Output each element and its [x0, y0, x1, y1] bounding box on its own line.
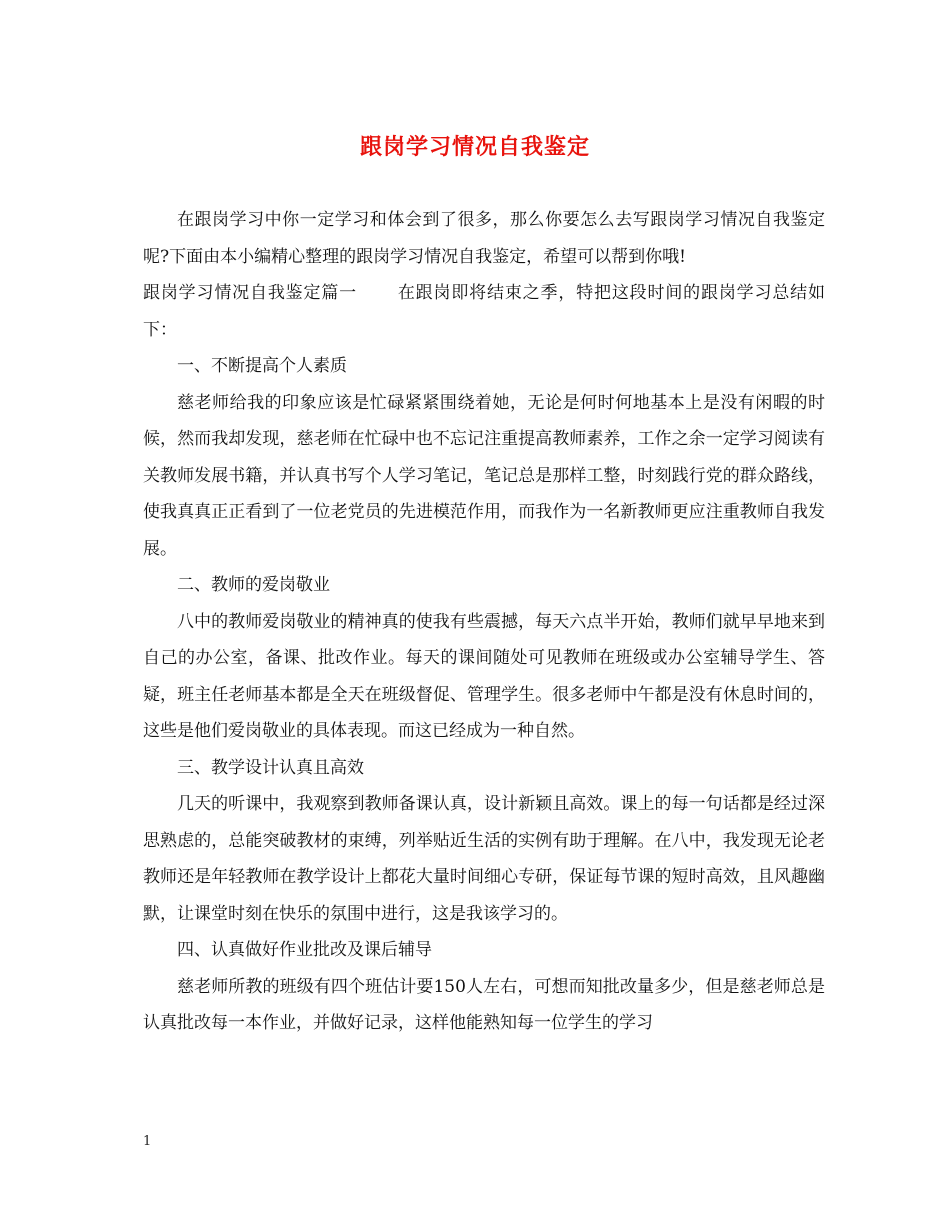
- document-title: 跟岗学习情况自我鉴定: [359, 134, 590, 160]
- paragraph-teaching-design: 几天的听课中，我观察到教师备课认真，设计新颖且高效。课上的每一句话都是经过深思熟虑的，总能突破教材的束缚，列举贴近生活的实例有助于理解。在八中，我发现无论老教师还是年轻教师在教学设计上都花大量时间细心专研，保证每节课的短时高效，且风趣幽默，让课堂时刻在快乐的氛围中进行，这是我该学习的。: [143, 794, 825, 924]
- heading-dedication: 二、教师的爱岗敬业: [177, 575, 330, 595]
- section-one-paragraph: [143, 275, 825, 348]
- document-body: [143, 202, 825, 1042]
- page-number: 1: [143, 1134, 152, 1149]
- paragraph-homework-grading: 慈老师所教的班级有四个班估计要150人左右，可想而知批改量多少，但是慈老师总是认真批改每一本作业，并做好记录，这样他能熟知每一位学生的学习: [143, 976, 825, 1033]
- heading-personal-quality: 一、不断提高个人素质: [177, 356, 347, 376]
- heading-homework-grading: 四、认真做好作业批改及课后辅导: [177, 940, 432, 960]
- section-one-text: 在跟岗即将结束之季，特把这段时间的跟岗学习总结如下：: [143, 283, 825, 340]
- paragraph-personal-quality: 慈老师给我的印象应该是忙碌紧紧围绕着她，无论是何时何地基本上是没有闲暇的时候，然而我却发现，慈老师在忙碌中也不忘记注重提高教师素养，工作之余一定学习阅读有关教师发展书籍，并认真书写个人学习笔记，笔记总是那样工整，时刻践行党的群众路线，使我真真正正看到了一位老党员的先进模范作用，而我作为一名新教师更应注重教师自我发展。: [143, 392, 825, 559]
- heading-teaching-design: 三、教学设计认真且高效: [177, 757, 364, 778]
- section-one-heading: 跟岗学习情况自我鉴定篇一: [143, 283, 357, 303]
- paragraph-dedication: 八中的教师爱岗敬业的精神真的使我有些震撼，每天六点半开始，教师们就早早地来到自己的办公室，备课、批改作业。每天的课间随处可见教师在班级或办公室辅导学生、答疑，班主任老师基本都是全天在班级督促、管理学生。很多老师中午都是没有休息时间的，这些是他们爱岗敬业的具体表现。而这已经成为一种自然。: [143, 611, 825, 741]
- intro-paragraph: 在跟岗学习中你一定学习和体会到了很多，那么你要怎么去写跟岗学习情况自我鉴定呢?下面由本小编精心整理的跟岗学习情况自我鉴定，希望可以帮到你哦!: [143, 210, 825, 267]
